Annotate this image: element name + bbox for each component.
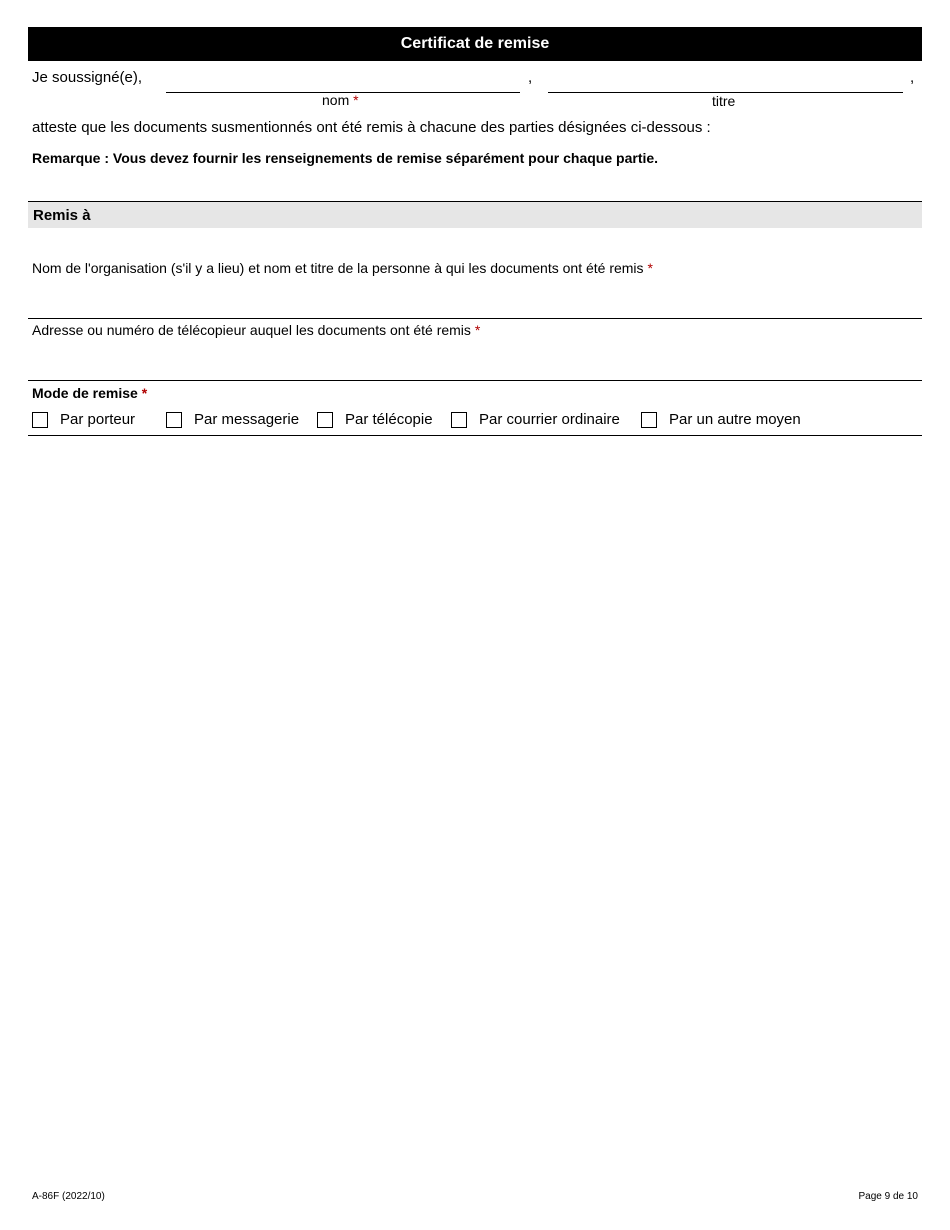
option-par-telecopie[interactable] [317, 411, 433, 428]
option-label: Par messagerie [194, 411, 300, 428]
required-mark: * [141, 385, 148, 401]
title-label: titre [712, 93, 736, 109]
checkbox-par-porteur[interactable] [32, 412, 48, 428]
form-code: A-86F (2022/10) [32, 1191, 105, 1202]
option-par-messagerie[interactable] [166, 411, 299, 428]
note-text: Remarque : Vous devez fournir les renseignements de remise séparément pour chaque partie. [32, 150, 659, 166]
comma-2: , [910, 69, 915, 86]
page-number: Page 9 de 10 [858, 1191, 918, 1202]
name-label: nom * [322, 92, 359, 108]
address-divider [28, 380, 922, 381]
delivery-mode-label: Mode de remise * [32, 385, 148, 401]
option-label: Par télécopie [345, 411, 433, 428]
organisation-input[interactable] [28, 276, 922, 318]
checkbox-par-courrier-ordinaire[interactable] [451, 412, 467, 428]
option-label: Par porteur [60, 411, 136, 428]
checkbox-par-messagerie[interactable] [166, 412, 182, 428]
option-par-courrier-ordinaire[interactable] [451, 411, 620, 428]
address-label: Adresse ou numéro de télécopieur auquel les documents ont été remis * [32, 322, 481, 338]
checkbox-par-telecopie[interactable] [317, 412, 333, 428]
option-label: Par courrier ordinaire [479, 411, 620, 428]
address-input[interactable] [28, 338, 922, 380]
required-mark: * [353, 92, 359, 108]
attest-text: atteste que les documents susmentionnés ont été remis à chacune des parties désignées ci-dessous : [32, 119, 711, 136]
comma-1: , [528, 69, 533, 86]
undersigned-prefix: Je soussigné(e), [32, 69, 143, 86]
organisation-label: Nom de l'organisation (s'il y a lieu) et nom et titre de la personne à qui les documents ont été remis * [32, 260, 653, 276]
option-par-un-autre-moyen[interactable] [641, 411, 801, 428]
required-mark: * [474, 322, 481, 338]
option-par-porteur[interactable] [32, 411, 135, 428]
organisation-divider [28, 318, 922, 319]
certificate-header: Certificat de remise [28, 27, 922, 61]
required-mark: * [647, 260, 653, 276]
delivery-divider [28, 435, 922, 436]
checkbox-par-un-autre-moyen[interactable] [641, 412, 657, 428]
option-label: Par un autre moyen [669, 411, 801, 428]
section-remis-a: Remis à [28, 201, 922, 228]
